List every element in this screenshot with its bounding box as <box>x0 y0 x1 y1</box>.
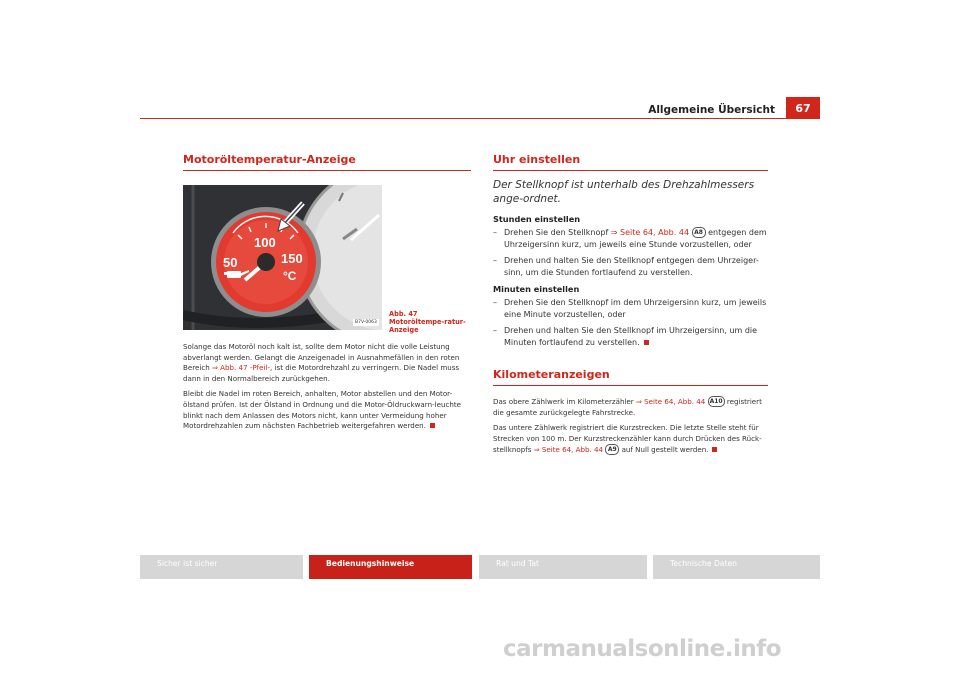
section-rule <box>493 170 768 171</box>
gauge-label-50: 50 <box>223 255 238 270</box>
left-column <box>183 153 471 437</box>
callout-badge: A8 <box>692 227 706 238</box>
footer-tab-label: Technische Daten <box>670 559 737 568</box>
subheading-minutes: Minuten einstellen <box>493 284 580 294</box>
watermark: carmanualsonline.info <box>503 636 782 662</box>
callout-badge: A10 <box>709 398 723 405</box>
paragraph-odometer-1 <box>493 396 768 418</box>
figure-caption: Abb. 47 Motoröltempe-ratur-Anzeige <box>389 310 466 334</box>
gauge-label-100: 100 <box>254 235 276 250</box>
paragraph-text: Das untere Zählwerk registriert die Kurzstrecken. Die letzte Stelle steht für Strecken von 100 m. Der Kurzstreckenzähler kann durch Drücken des Rück-stellknopfs <box>493 423 762 455</box>
list-item-text: Drehen und halten Sie den Stellknopf im Uhrzeigersinn, um die Minuten fortlaufend zu verstellen. <box>504 326 758 347</box>
footer-tab-label: Rat und Tat <box>496 559 540 568</box>
section-end-marker <box>712 447 717 452</box>
paragraph-text: registriert die gesamte zurückgelegte Fahrstrecke. <box>493 397 762 417</box>
figure-reference-link[interactable]: ⇒ Abb. 47 -Pfeil- <box>211 363 271 373</box>
gauge-illustration <box>183 185 382 330</box>
list-item-text: Drehen Sie den Stellknopf im dem Uhrzeigersinn kurz, um jeweils eine Minute vorzustellen, oder <box>504 298 767 319</box>
right-column <box>493 153 768 461</box>
paragraph-text: Das obere Zählwerk im Kilometerzähler <box>493 397 636 406</box>
paragraph-text: Bleibt die Nadel im roten Bereich, anhalten, Motor abstellen und den Motor-ölstand prüfen. Ist der Ölstand in Ordnung und die Motor-Öldruckwarn-leuchte blinkt nach dem Anlassen des Motors nicht, kann unter Vermeidung hoher Motordrehzahlen zum nächsten Fachbetrieb weitergefahren werden. <box>183 389 462 431</box>
section-heading-odometer: Kilometeranzeigen <box>493 368 610 381</box>
section-subtitle: Der Stellknopf ist unterhalb des Drehzahlmessers ange-ordnet. <box>493 179 755 205</box>
callout-badge: A9 <box>605 444 619 455</box>
section-heading-oil-temp: Motoröltemperatur-Anzeige <box>183 153 356 166</box>
footer-tab-safety[interactable] <box>140 555 303 579</box>
list-item: – Drehen Sie den Stellknopf im dem Uhrzeigersinn kurz, um jeweils eine Minute vorzustellen, oder <box>493 298 767 319</box>
gauge-label-unit: °C <box>283 269 297 283</box>
footer-tab-label: Bedienungshinweise <box>326 559 415 568</box>
list-item: – Drehen und halten Sie den Stellknopf im Uhrzeigersinn, um die Minuten fortlaufend zu verstellen. <box>493 326 758 347</box>
paragraph-odometer-2 <box>493 423 768 456</box>
figure-code: B7V-0063 <box>355 320 377 325</box>
paragraph-oil-1 <box>183 342 471 384</box>
oil-temperature-gauge-figure <box>183 185 382 330</box>
page-reference-link[interactable]: ⇒ Seite 64, Abb. 44 <box>635 397 706 406</box>
section-heading-clock: Uhr einstellen <box>493 153 581 166</box>
header-rule <box>140 118 820 119</box>
list-item-text: Drehen und halten Sie den Stellknopf entgegen dem Uhrzeiger-sinn, um die Stunden fortlaufend zu verstellen. <box>504 256 759 277</box>
running-header-title: Allgemeine Übersicht <box>648 104 775 116</box>
page-reference-link[interactable]: ⇒ Seite 64, Abb. 44 <box>610 228 690 237</box>
list-item-text: Drehen Sie den Stellknopf <box>504 228 611 237</box>
gauge-label-150: 150 <box>281 251 303 266</box>
page-reference-link[interactable]: ⇒ Seite 64, Abb. 44 <box>533 445 604 455</box>
paragraph-text: auf Null gestellt werden. <box>619 445 709 455</box>
list-item: – Drehen und halten Sie den Stellknopf entgegen dem Uhrzeiger-sinn, um die Stunden fortlaufend zu verstellen. <box>493 256 759 277</box>
subheading-hours: Stunden einstellen <box>493 214 581 224</box>
section-end-marker <box>644 340 649 345</box>
section-rule <box>493 385 768 386</box>
footer-tab-technical-data[interactable] <box>653 555 820 579</box>
footer-tab-label: Sicher ist sicher <box>157 559 218 568</box>
paragraph-oil-2 <box>183 389 471 431</box>
footer-tab-advice[interactable] <box>479 555 647 579</box>
paragraph-text: , ist die Motordrehzahl zu verringern. Die Nadel muss dann in den Normalbereich zurückgehen. <box>183 363 460 383</box>
list-item: – Drehen Sie den Stellknopf ⇒ Seite 64, Abb. 44 A8 entgegen dem Uhrzeigersinn kurz, um jeweils eine Stunde vorzustellen, oder <box>493 228 767 249</box>
section-end-marker <box>430 423 435 428</box>
section-rule <box>183 170 471 171</box>
page-number: 67 <box>786 97 820 119</box>
footer-tab-operation[interactable] <box>309 555 472 579</box>
list-item-text: entgegen dem Uhrzeigersinn kurz, um jeweils eine Stunde vorzustellen, oder <box>504 228 767 249</box>
paragraph-text: Solange das Motoröl noch kalt ist, sollte dem Motor nicht die volle Leistung abverlangt werden. Gelangt die Anzeigenadel in Ausnahmefällen in den roten Bereich <box>183 342 460 373</box>
